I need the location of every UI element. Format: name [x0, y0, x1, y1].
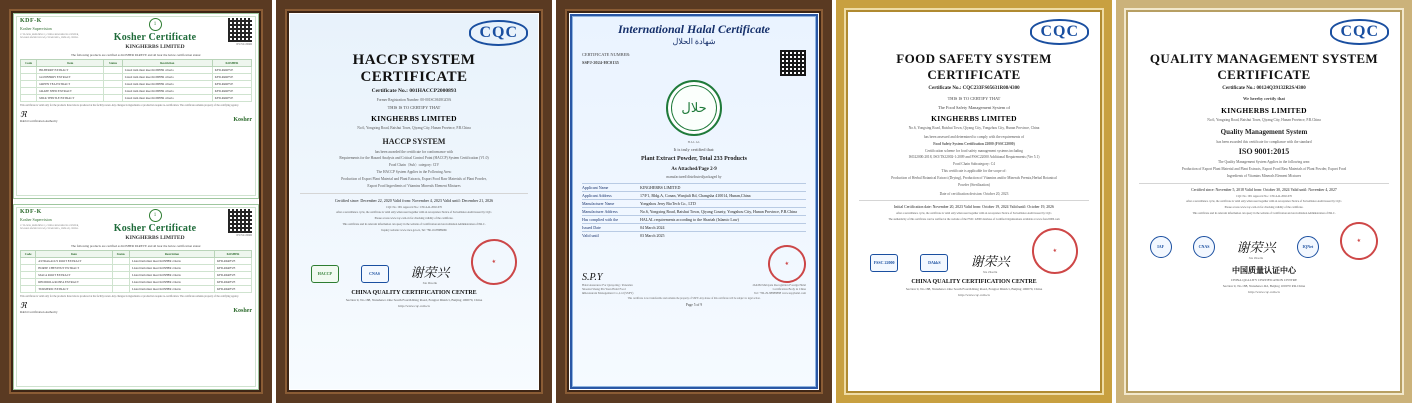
fssc-badge-icon: FSSC 22000 — [870, 254, 898, 272]
cell-code — [21, 95, 37, 102]
iso-standard: ISO 9001:2015 — [1238, 147, 1290, 157]
fssc-body-0: has been assessed and determined to comply with the requirements of — [923, 134, 1025, 139]
divider — [300, 193, 528, 194]
haccp-signature: 谢荣兴 — [410, 264, 450, 280]
halal-footer-note: This certificate is not transferable and remains the property of SSPY. Any abuse of this certificate will be subject to legal action. — [627, 297, 761, 301]
halal-footer-right2: Certification Body in China — [772, 287, 806, 292]
cell-status — [112, 279, 129, 286]
halal-title: International Halal Certificate — [617, 22, 770, 36]
field-value: 03 March 2025 — [640, 233, 665, 239]
table-header-row — [21, 251, 252, 258]
field-label: Applicant Name — [582, 185, 609, 191]
col-item: Item — [36, 251, 112, 258]
halal-field-row — [582, 231, 806, 239]
fssc-dates: Initial Certification date: November 20, 2023 Valid from: October 19, 2024 Valid until: October 19, 2026 — [894, 205, 1054, 210]
kosher-product-table-2 — [20, 250, 252, 293]
table-row — [21, 265, 252, 272]
kosher-seal-icon — [149, 18, 162, 31]
iso-signature-block — [1236, 237, 1275, 260]
field-label: Manufacturer Name — [582, 201, 615, 207]
col-restriction: Restriction — [130, 251, 215, 258]
table-row — [21, 95, 252, 102]
iso-smallprint-2: Please access www.cqc.com.cn for checking validity of the certificate. — [1224, 206, 1304, 210]
halal-product-sub: As Attached/Page 2-9 — [671, 167, 717, 173]
kosher-org-sub: Kosher Supervision — [20, 25, 52, 31]
field-value: 04 March 2024 — [640, 225, 665, 231]
haccp-smallprint-1: After a surveillance cycle, the certificate is valid only when used together with an Acceptance Notice of Surveillance Audit issued by CQC. — [335, 211, 493, 215]
table-row — [21, 272, 252, 279]
cell-code — [21, 67, 37, 74]
fssc-signature: 谢荣兴 — [970, 253, 1010, 269]
halal-seal-icon — [666, 80, 722, 136]
fssc-signature-role: Xie Zhaoliu — [982, 269, 998, 274]
iso-title-line2: CERTIFICATE — [1217, 67, 1311, 82]
haccp-body-5: Export Food Ingredients of Vitamins Minerals Element Mixtures — [367, 183, 461, 188]
haccp-smallprint-0: CQC No.: 001 Approval No.: CNCA-R-2002-076 — [386, 205, 442, 209]
iso-address: No.6, Yongxing Road, Baishui Town, Qiyang City, Hunan Province, P.R.China — [1207, 117, 1321, 122]
kosher-product-table-1 — [20, 59, 252, 102]
certificate-halal[interactable] — [556, 0, 832, 403]
signature-mark-2: ℜ — [20, 301, 27, 311]
kosher-card-1 — [13, 13, 259, 199]
kosher-legal-1: This certificate is valid only for the products listed above produced at the facility noted. Any changes in ingredients or production require re-certification. The certificate remains property of the certifying agency. — [20, 104, 239, 107]
table-row — [21, 279, 252, 286]
haccp-smallprint-3: This certificate and its relevant information can query in the website of Certification and Accreditation Administration of P.R.C. — [342, 222, 486, 226]
halal-field-row — [582, 215, 806, 223]
kosher-address-2: 17 FLOOR, BUILDING 3, CHINA RESOURCES CENTER, NO.588 LUSONG ROAD, CHANGSHA, HUNAN, CHINA — [20, 223, 79, 230]
halal-seal-sub: H A L A L — [687, 140, 701, 144]
cnas-badge-icon: CNAS — [1193, 236, 1215, 258]
qr-code-icon — [780, 50, 806, 76]
haccp-smallprint-4: Inquiry website: www.cnca.gov.cn, Tel: +86-10-83886666 — [381, 228, 447, 232]
haccp-footer-org: CHINA QUALITY CERTIFICATION CENTRE — [351, 289, 477, 296]
fssc-title: FOOD SAFETY SYSTEM CERTIFICATE — [896, 51, 1052, 82]
haccp-dates: Certified since: December 22, 2020 Valid from: November 4, 2023 Valid until: December 21, 2026 — [334, 197, 494, 203]
iso-dates: Certified since: November 5, 2018 Valid from: October 30, 2024 Valid until: November 4, 2027 — [1191, 187, 1337, 192]
kosher-brand-1: Kosher — [233, 117, 252, 124]
cell-status — [112, 286, 129, 293]
kosher-signature-name-1: Rabbi Certification Authority — [20, 119, 58, 124]
table-row — [21, 81, 252, 88]
haccp-address: No.6, Yongxing Road, Baishui Town, Qiyang City, Hunan Province, P.R.China — [357, 126, 471, 131]
signature-mark: ℜ — [20, 110, 27, 120]
haccp-badge-icon: HACCP — [311, 265, 339, 283]
cell-status — [112, 265, 129, 272]
kosher-note-1: The following products are certified as KOSHER PAREVE and all bear the below certification status: — [70, 53, 201, 57]
halal-certno-label: CERTIFICATE NUMBER: — [582, 52, 631, 57]
kosher-org-name: KDF-K — [20, 18, 42, 24]
kosher-brand-2: Kosher — [233, 308, 252, 315]
halal-seal-text: حلال — [681, 100, 707, 115]
iso-footer-cn: 中国质量认证中心 — [1232, 265, 1296, 275]
halal-page-number: Page 5 of 9 — [685, 303, 703, 308]
haccp-signature-block — [410, 262, 449, 285]
cell-kosher: KFD-PAREVE — [214, 265, 251, 272]
cell-item: BILBERRY EXTRACT — [37, 67, 104, 74]
cell-restriction: Listed item must meet KOSHER criteria — [122, 74, 212, 81]
cell-item: MILK THISTLE EXTRACT — [37, 95, 104, 102]
cell-restriction: Listed item must meet KOSHER criteria — [130, 265, 215, 272]
col-status: Status — [112, 251, 129, 258]
haccp-body-title: HACCP SYSTEM — [382, 137, 446, 147]
iaf-badge-icon: IAF — [1150, 236, 1172, 258]
cell-code — [21, 81, 37, 88]
certificate-haccp[interactable] — [276, 0, 552, 403]
cell-restriction: Listed item must meet KOSHER criteria — [130, 279, 215, 286]
halal-footer-right: JAKIM Malaysia Recognition Foreign Halal — [752, 283, 806, 288]
field-value: Yongzhou Jerry BioTech Co., LTD — [640, 201, 696, 207]
cell-restriction: Listed item must meet KOSHER criteria — [130, 258, 215, 265]
accreditation-haccp — [311, 265, 339, 285]
kosher-company-1: KINGHERBS LIMITED — [125, 44, 185, 50]
cell-status — [112, 272, 129, 279]
dakks-badge-icon: DAkkS — [920, 254, 948, 272]
iso-signature: 谢荣兴 — [1236, 239, 1276, 255]
kosher-signature-name-2: Rabbi Certification Authority — [20, 310, 58, 315]
fssc-body-1: Food Safety System Certification 22000 (FSSC22000) — [933, 141, 1015, 146]
iso-smallprint-3: This certificate and its relevant information can query in the website of Certification and Accreditation Administration of P.R.C. — [1192, 211, 1336, 215]
field-value: No.6, Yongxing Road, Baishui Town, Qiyang County, Yongzhou City, Hunan Province, P.R.China — [640, 209, 797, 215]
table-header-row — [21, 60, 252, 67]
kosher-org-sub-2: Kosher Supervision — [20, 216, 52, 222]
col-status: Status — [104, 60, 122, 67]
fssc-subject: The Food Safety Management System of — [937, 104, 1011, 110]
cell-kosher: KFD-PAREVE — [212, 81, 251, 88]
cell-code — [21, 88, 37, 95]
field-label: Has complied with the — [582, 217, 619, 223]
cell-status — [104, 67, 122, 74]
halal-intro: It is truly certified that: — [673, 147, 715, 152]
cell-code — [21, 272, 36, 279]
cell-item: GOJI BERRY EXTRACT — [37, 74, 104, 81]
halal-product-title: Plant Extract Powder, Total 233 Products — [641, 156, 747, 163]
halal-signature: S.P.Y — [582, 272, 603, 284]
haccp-body-1: Requirements for the Hazard Analysis and Critical Control Point (HACCP) System Certification (V1.0) — [339, 156, 489, 161]
col-item: Item — [37, 60, 104, 67]
fssc-body-7: Powder (Sterilization) — [958, 182, 990, 187]
col-kosher: KOSHER — [214, 251, 251, 258]
divider — [859, 200, 1089, 201]
halal-field-row — [582, 223, 806, 231]
cell-item: RHODIOLA ROSEA EXTRACT — [36, 279, 112, 286]
cell-restriction: Listed item must meet KOSHER criteria — [130, 286, 215, 293]
cell-status — [112, 258, 129, 265]
cell-code — [21, 258, 36, 265]
table-row — [21, 88, 252, 95]
cqc-logo-icon: CQC — [1030, 19, 1089, 45]
qr-code-icon — [228, 18, 252, 42]
cell-restriction: Listed item must meet KOSHER criteria — [122, 95, 212, 102]
cell-restriction: Listed item must meet KOSHER criteria — [122, 88, 212, 95]
field-value: 17/F1, Bldg.A, Conan, Wanjiali Rd, Changsha 410014, Hunan,China — [640, 193, 751, 199]
halal-footer-right3[interactable]: Tel: +86-29-88888888 www.sspyhalal.com — [754, 291, 806, 296]
cell-restriction: Listed item must meet KOSHER criteria — [122, 67, 212, 74]
accreditation-cnas — [1193, 236, 1215, 260]
cell-code — [21, 74, 37, 81]
iso-body-title: Quality Management System — [1220, 128, 1308, 137]
haccp-body-4: Production of Export Plant Material and Plant Extracts, Export Food Raw Materials of Plant Powder, — [341, 177, 487, 181]
fssc-body-2: Certification scheme for food safety management systems including — [925, 148, 1023, 153]
iso-smallprint-1: After a surveillance cycle, the certificate is valid only when used together with an Acceptance Notice of Surveillance Audit issued by CQC. — [1185, 200, 1343, 204]
kosher-seal-icon-2 — [149, 209, 162, 222]
haccp-body-3: The HACCP System Applies in the Following Area: — [376, 170, 452, 175]
iso-footer-site[interactable]: http://www.cqc.com.cn — [1248, 290, 1280, 295]
table-row — [21, 286, 252, 293]
fssc-body-6: Production of Herbal Botanical Extract (Drying), Production of Vitamins and/or Minerals Premix,Herbal Botanical — [891, 175, 1057, 180]
fssc-body-4: Food Chain Subcategory: C4 — [953, 162, 995, 167]
fssc-certify-line: THIS IS TO CERTIFY THAT — [947, 96, 1001, 102]
cqc-logo-icon: CQC — [1330, 19, 1389, 45]
halal-manufactured-by: manufactured/distributed/packaged by — [666, 175, 722, 180]
field-value: KINGHERBS LIMITED — [640, 185, 681, 191]
cell-kosher: KFD-PAREVE — [212, 67, 251, 74]
field-label: Valid until — [582, 233, 599, 239]
kosher-legal-2: This certificate is valid only for the products listed above produced at the facility noted. Any changes in ingredients or production require re-certification. The certificate remains property of the certifying agency. — [20, 295, 239, 298]
haccp-body-2: Food Chain（Sub）category: CIV — [388, 163, 440, 168]
halal-field-row — [582, 207, 806, 215]
accreditation-fssc — [870, 254, 898, 274]
haccp-title: HACCP SYSTEM CERTIFICATE — [352, 52, 476, 85]
halal-field-row — [582, 183, 806, 191]
iso-body-0: has been awarded this certificate for compliance with the standard — [1216, 139, 1312, 144]
cell-kosher: KFD-PAREVE — [212, 95, 251, 102]
haccp-footer-site[interactable]: http://www.cqc.com.cn — [398, 303, 430, 308]
col-restriction: Restriction — [122, 60, 212, 67]
qr-code-icon-2 — [228, 209, 252, 233]
kosher-org-block — [20, 18, 82, 39]
col-kosher: KOSHER — [212, 60, 251, 67]
kosher-company-2: KINGHERBS LIMITED — [125, 235, 185, 241]
haccp-cert-no: Certificate No.: 001HACCP2000893 — [371, 88, 457, 94]
iso-footer-address: Section 9, No.188, Nanshawo Rd, Beijing 100070 P.R.China — [1222, 284, 1306, 289]
haccp-company: KINGHERBS LIMITED — [371, 114, 457, 124]
col-code: Code — [21, 60, 37, 67]
kosher-org-block-2 — [20, 209, 82, 230]
accreditation-cnas — [361, 265, 389, 285]
iso-company: KINGHERBS LIMITED — [1221, 105, 1307, 115]
kosher-title-2: Kosher Certificate — [113, 223, 197, 234]
kosher-card-2 — [13, 204, 259, 390]
certificate-kosher[interactable] — [0, 0, 272, 403]
iso-signature-role: Xie Zhaoliu — [1248, 255, 1264, 260]
cell-status — [104, 74, 122, 81]
divider — [1139, 183, 1389, 184]
haccp-certify-line: THIS IS TO CERTIFY THAT — [387, 104, 441, 110]
fssc-smallprint-0: After a surveillance cycle, the certificate is valid only when used together with an Acceptance Notice of Surveillance Audit issued by CQC. — [895, 212, 1053, 216]
fssc-body-5: This certificate is applicable for the scope of: — [941, 169, 1007, 174]
fssc-cert-no: Certificate No.: CQC233FS05631R08/4300 — [928, 86, 1020, 91]
cell-kosher: KFD-PAREVE — [214, 286, 251, 293]
red-seal-stamp-icon: ★ — [766, 243, 809, 286]
iso-body-3: Production of Export Plant Material and Plant Extracts, Export Food Raw Materials of Plant Powder, Export Food — [1181, 166, 1347, 171]
cnas-badge-icon: CNAS — [361, 265, 389, 283]
iso-body-4: Ingredients of Vitamins Minerals Element Mixtures — [1226, 173, 1302, 178]
cell-kosher: KFD-PAREVE — [214, 258, 251, 265]
cell-code — [21, 286, 36, 293]
cell-kosher: KFD-PAREVE — [212, 74, 251, 81]
haccp-signature-role: Xie Zhaoliu — [422, 280, 438, 285]
cell-restriction: Listed item must meet KOSHER criteria — [130, 272, 215, 279]
cell-item: MACA ROOT EXTRACT — [36, 272, 112, 279]
fssc-smallprint-1: The authenticity of this certificate can be verified at the website of the FSSC 22000 database of Certified Organizations available at www.fssc22000.com — [888, 218, 1060, 222]
cell-item: ASTRAGALUS ROOT EXTRACT — [36, 258, 112, 265]
kosher-note-2: The following products are certified as KOSHER PAREVE and all bear the below certification status: — [70, 244, 201, 248]
fssc-decision: Date of certification decision: October 20, 2023 — [939, 191, 1009, 196]
iso-smallprint-0: CQC No.: 001 Approval No.: CNCA-R-2002-076 — [1236, 194, 1292, 198]
cell-kosher: KFD-PAREVE — [212, 88, 251, 95]
cqc-logo-icon: CQC — [469, 20, 528, 46]
accreditation-iaf — [1150, 236, 1172, 260]
iso-cert-no: Certificate No.: 00124Q39132R2S/4300 — [1222, 86, 1306, 91]
table-row — [21, 258, 252, 265]
accreditation-iqnet — [1297, 236, 1319, 260]
cell-restriction: Listed item must meet KOSHER criteria — [122, 81, 212, 88]
kosher-org-name-2: KDF-K — [20, 209, 42, 215]
halal-field-row — [582, 199, 806, 207]
cell-kosher: KFD-PAREVE — [214, 272, 251, 279]
haccp-body-0: has been awarded the certificate for conformance with — [374, 149, 454, 154]
fssc-body-3: ISO22000:2018, ISO/TS22002-1:2009 and FSSC22000 Additional Requirements (Ver 5.1) — [908, 155, 1040, 160]
col-code: Code — [21, 251, 36, 258]
field-label: Issued Date — [582, 225, 601, 231]
haccp-footer-address: Section 9, No.188, Nanshawo One South Fourth Ring Road, Fengtai District, Beijing 100070, China — [345, 297, 483, 302]
fssc-address: No.6, Yongxing Road, Baishui Town, Qiyang City, Yongzhou City, Hunan Province, China — [908, 126, 1040, 130]
haccp-reg-line: Former Registration Number: 00-001SC0618GZ0A — [376, 97, 452, 102]
halal-title-arabic: شهادة الحلال — [672, 37, 716, 46]
halal-certno: SSPJ-2024-HC0135 — [582, 60, 619, 66]
cell-status — [104, 81, 122, 88]
kosher-address-1: 17 FLOOR, BUILDING 3, CHINA RESOURCES CENTER, NO.588 LUSONG ROAD, CHANGSHA, HUNAN, CHINA — [20, 32, 79, 39]
table-row — [21, 74, 252, 81]
red-seal-stamp-icon: ★ — [468, 236, 520, 288]
cell-code — [21, 279, 36, 286]
halal-footer-org2: Shaanxi Shang Pin Yuan Halal Food — [582, 287, 626, 292]
haccp-smallprint-2: Please access www.cqc.com.cn for checking validity of the certificate. — [374, 217, 454, 221]
fssc-footer-site[interactable]: http://www.cqc.com.cn — [958, 293, 990, 298]
kosher-date-2: 05/31/2026 — [236, 233, 252, 237]
field-value: HALAL requirements according to the Shariah (Islamic Law) — [640, 217, 739, 223]
iso-certify-line: We hereby certify that — [1243, 96, 1285, 102]
field-label: Applicant Address — [582, 193, 612, 199]
fssc-company: KINGHERBS LIMITED — [931, 114, 1017, 123]
halal-footer-org: Halal Assurance For Qurqoting / Penzelan — [582, 283, 633, 288]
cell-status — [104, 88, 122, 95]
cell-item: TURMERIC EXTRACT — [36, 286, 112, 293]
certificate-food-safety[interactable] — [836, 0, 1112, 403]
cell-item: HORSE CHESTNUT EXTRACT — [36, 265, 112, 272]
certificate-iso9001[interactable] — [1116, 0, 1412, 403]
halal-field-row — [582, 191, 806, 199]
fssc-signature-block — [971, 251, 1010, 274]
cell-status — [104, 95, 122, 102]
iso-body-2: The Quality Management System Applies in the following area: — [1217, 160, 1311, 165]
red-seal-stamp-icon: ★ — [1338, 219, 1381, 262]
fssc-footer-org: CHINA QUALITY CERTIFICATION CENTRE — [911, 278, 1037, 285]
kosher-date-1: 05/31/2026 — [236, 42, 252, 46]
accreditation-dakks — [920, 254, 948, 274]
halal-footer-org3: &Restaurant Management Co.,Ltd (SSPY) — [582, 291, 634, 296]
field-label: Manufacturer Address — [582, 209, 618, 215]
fssc-footer-address: Section 9, No.188, Nanshawo One South Fourth Ring Road, Fengtai District, Beijing 100070, China — [905, 286, 1043, 291]
iso-footer-org: CHINA QUALITY CERTIFICATION CENTRE — [1230, 277, 1298, 282]
cell-item: GRAPE SEED EXTRACT — [37, 88, 104, 95]
kosher-title-1: Kosher Certificate — [113, 32, 197, 43]
cell-code — [21, 265, 36, 272]
red-seal-stamp-icon: ★ — [1029, 225, 1081, 277]
iso-title-line1: QUALITY MANAGEMENT SYSTEM — [1149, 51, 1379, 66]
cell-item: GREEN TEA EXTRACT — [37, 81, 104, 88]
table-row — [21, 67, 252, 74]
iqnet-badge-icon: IQNet — [1297, 236, 1319, 258]
cell-kosher: KFD-PAREVE — [214, 279, 251, 286]
